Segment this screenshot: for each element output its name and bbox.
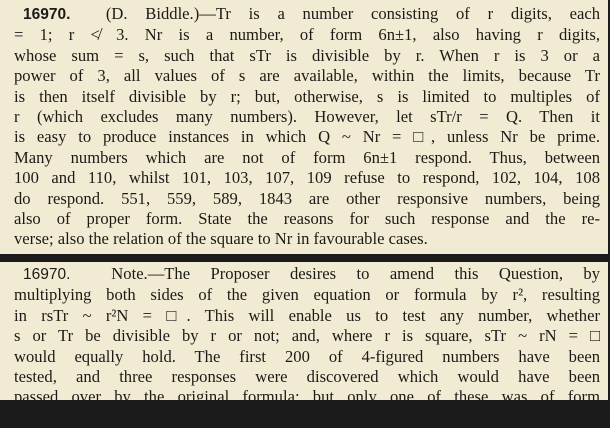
question-line: Many numbers which are not of form 6n±1 respond. Thus, between [14, 147, 600, 167]
question-line: do respond. 551, 559, 589, 1843 are other responsive numbers, being [14, 188, 600, 208]
note-line: would equally hold. The first 200 of 4-figured numbers have been [14, 346, 600, 366]
note-text [14, 264, 600, 428]
question-line: 16970. (D. Biddle.)—Tr is a number consisting of r digits, each [23, 4, 601, 23]
note-line: passed over by the original formula; but only one of these was of form [14, 387, 600, 407]
question-line: also of proper form. State the reasons for such response and the re- [14, 209, 600, 229]
question-number: 16970. [23, 6, 71, 23]
question-line: whose sum = s, such that sTr is divisible by r. When r is 3 or a [14, 45, 600, 65]
note-line: 6n±1, and this a prime, namely, 1163. [14, 407, 264, 427]
note-line: 16970. Note.—The Proposer desires to amend this Question, by [23, 264, 600, 283]
note-line: multiplying both sides of the given equation or formula by r², resulting [14, 285, 600, 305]
question-line: 100 and 110, whilst 101, 103, 107, 109 refuse to respond, 102, 104, 108 [14, 168, 600, 188]
question-line: is then itself divisible by r; but, otherwise, s is limited to multiples of [14, 86, 600, 106]
note-number: 16970. [23, 266, 71, 283]
note-line: s or Tr be divisible by r or not; and, where r is square, sTr ~ rN = □ [14, 326, 600, 346]
question-line: verse; also the relation of the square to Nr in favourable cases. [14, 229, 428, 249]
question-line: is easy to produce instances in which Q ~ Nr = □, unless Nr be prime. [14, 127, 600, 147]
question-line: = 1; r ≮ 3. Nr is a number, of form 6n±1, also having r digits, [14, 25, 600, 45]
question-line: power of 3, all values of s are available, within the limits, because Tr [14, 66, 600, 86]
note-line: tested, and three responses were discovered which would have been [14, 367, 600, 387]
question-line: r (which excludes many numbers). However, let sTr/r = Q. Then it [14, 107, 600, 127]
note-line: in rsTr ~ r²N = □. This will enable us to test any number, whether [14, 305, 600, 325]
note-panel [0, 262, 608, 427]
question-text [14, 4, 600, 250]
